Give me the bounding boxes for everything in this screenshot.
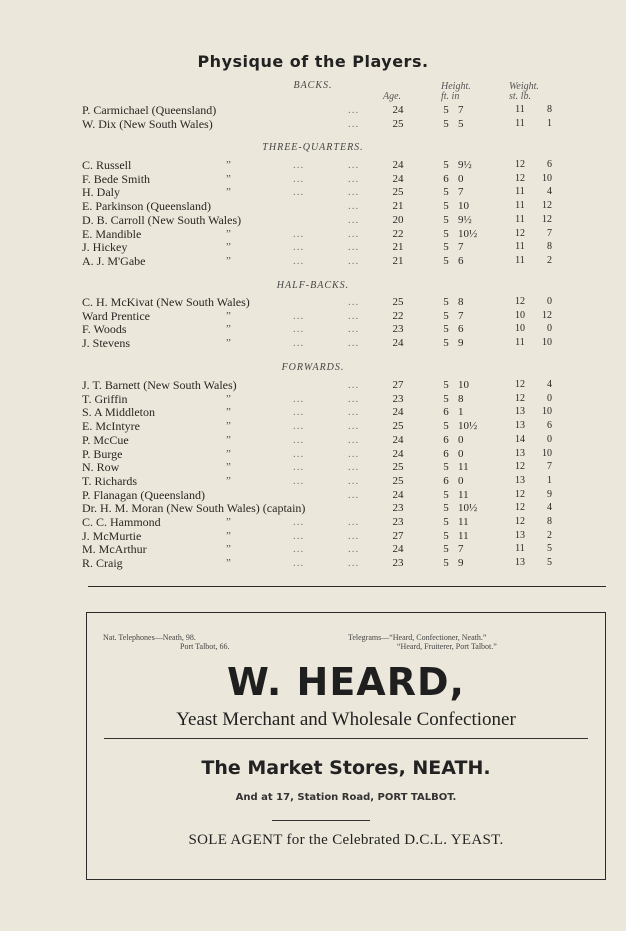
weight-pounds: 6 [547,159,552,170]
player-name: T. Richards [82,473,138,488]
leader-dots: ... [348,557,360,570]
player-age: 23 [392,557,404,570]
height-feet: 5 [443,461,449,474]
ditto-mark: ” [226,337,231,350]
player-row [0,158,626,172]
weight-pounds: 6 [547,420,552,432]
player-age: 20 [392,213,404,226]
leader-dots: ... [293,516,305,528]
leader-dots: ... [293,461,305,474]
leader-dots: ... [348,337,360,350]
weight-pounds: 5 [547,543,552,555]
player-age: 25 [392,461,404,474]
player-row [0,556,626,570]
player-row [0,103,626,117]
player-row [0,460,626,474]
weight-stone: 11 [515,104,525,115]
leader-dots: ... [348,433,360,446]
player-name: T. Griffin [82,391,128,406]
player-row [0,447,626,461]
player-age: 25 [392,117,404,130]
ditto-mark: ” [226,543,231,556]
player-row [0,309,626,323]
player-name: M. McArthur [82,542,147,557]
weight-pounds: 10 [542,447,552,459]
player-age: 21 [392,200,404,213]
height-feet: 5 [443,186,449,199]
player-age: 24 [392,447,404,460]
height-feet: 5 [443,227,449,240]
leader-dots: ... [293,420,305,433]
leader-dots: ... [348,406,360,419]
player-age: 25 [392,474,404,487]
weight-stone: 10 [515,309,525,321]
height-inches: 10 [458,200,469,213]
player-name: P. Burge [82,446,123,461]
leader-dots: ... [348,488,360,501]
height-feet: 6 [443,172,449,185]
weight-units-heading: st. lb. [509,91,531,102]
weight-pounds: 1 [547,117,552,129]
weight-stone: 11 [515,254,525,266]
height-feet: 5 [443,254,449,267]
telephones-line-1: Nat. Telephones—Neath, 98. [103,633,196,642]
player-age: 27 [392,529,404,542]
leader-dots: ... [348,529,360,542]
weight-pounds: 8 [547,104,552,115]
leader-dots: ... [348,186,360,199]
player-age: 23 [392,392,404,405]
height-inches: 0 [458,447,464,460]
leader-dots: ... [348,474,360,487]
weight-pounds: 10 [542,337,552,349]
player-row [0,392,626,406]
leader-dots: ... [348,543,360,556]
player-name: W. Dix (New South Wales) [82,116,213,131]
player-age: 27 [392,379,404,391]
height-inches: 0 [458,433,464,446]
height-inches: 11 [458,529,469,542]
height-feet: 5 [443,420,449,433]
telephones-line-2: Port Talbot, 66. [180,642,230,651]
weight-stone: 11 [515,241,525,253]
advert-rule-upper [104,738,588,739]
height-inches: 9½ [458,213,472,226]
height-feet: 5 [443,557,449,570]
advert-rule-short [272,820,370,821]
weight-stone: 13 [515,557,525,569]
height-feet: 5 [443,241,449,254]
leader-dots: ... [293,186,305,199]
leader-dots: ... [293,406,305,419]
player-name: A. J. M'Gabe [82,253,146,268]
weight-stone: 10 [515,323,525,335]
height-feet: 5 [443,213,449,226]
height-inches: 9½ [458,159,472,171]
ditto-mark: ” [226,186,231,199]
height-inches: 10 [458,379,469,391]
player-age: 24 [392,406,404,419]
height-feet: 5 [443,502,449,515]
height-inches: 7 [458,186,464,199]
weight-stone: 12 [515,172,525,184]
height-inches: 10½ [458,420,478,433]
leader-dots: ... [348,200,360,213]
weight-stone: 11 [515,186,525,198]
player-name: Ward Prentice [82,308,151,323]
weight-pounds: 9 [547,488,552,500]
player-age: 24 [392,159,404,171]
leader-dots: ... [293,172,305,185]
weight-stone: 12 [515,379,525,390]
weight-stone: 13 [515,406,525,418]
advertiser-name: W. HEARD, [227,660,465,704]
leader-dots: ... [293,241,305,254]
height-column-heading: Height. [441,81,471,92]
leader-dots: ... [293,323,305,336]
height-feet: 5 [443,516,449,528]
age-column-heading: Age. [383,91,402,102]
weight-stone: 13 [515,529,525,541]
weight-pounds: 2 [547,254,552,266]
ditto-mark: ” [226,461,231,474]
player-name: J. Stevens [82,336,130,351]
player-row [0,295,626,309]
weight-stone: 11 [515,200,525,212]
leader-dots: ... [293,392,305,405]
leader-dots: ... [348,323,360,336]
leader-dots: ... [348,227,360,240]
player-row [0,336,626,350]
ditto-mark: ” [226,392,231,405]
player-name: C. Russell [82,158,132,172]
weight-pounds: 2 [547,529,552,541]
weight-pounds: 12 [542,213,552,225]
table-bottom-rule [88,586,606,587]
player-name: H. Daly [82,185,120,200]
player-age: 23 [392,516,404,528]
weight-stone: 13 [515,420,525,432]
player-name: P. Carmichael (Queensland) [82,103,217,117]
player-age: 23 [392,502,404,515]
weight-stone: 13 [515,447,525,459]
ditto-mark: ” [226,447,231,460]
height-feet: 5 [443,543,449,556]
leader-dots: ... [348,241,360,254]
leader-dots: ... [293,529,305,542]
player-name: C. H. McKivat (New South Wales) [82,295,250,309]
height-feet: 5 [443,488,449,501]
player-age: 24 [392,488,404,501]
leader-dots: ... [293,447,305,460]
height-inches: 10½ [458,227,478,240]
player-name: P. Flanagan (Queensland) [82,487,205,502]
height-feet: 5 [443,296,449,308]
weight-stone: 11 [515,337,525,349]
leader-dots: ... [348,296,360,308]
ditto-mark: ” [226,516,231,528]
weight-stone: 11 [515,213,525,225]
page-title: Physique of the Players. [197,52,429,71]
player-name: Dr. H. M. Moran (New South Wales) (captain) [82,501,306,516]
section-heading: THREE-QUARTERS. [262,142,364,153]
ditto-mark: ” [226,309,231,322]
player-row [0,322,626,336]
height-inches: 8 [458,296,464,308]
weight-pounds: 1 [547,474,552,486]
section-heading: BACKS. [293,80,333,91]
height-inches: 9 [458,337,464,350]
leader-dots: ... [348,420,360,433]
player-row [0,117,626,131]
player-row [0,542,626,556]
weight-column-heading: Weight. [509,81,539,92]
height-feet: 5 [443,309,449,322]
height-inches: 11 [458,461,469,474]
weight-pounds: 10 [542,172,552,184]
player-age: 24 [392,104,404,116]
height-feet: 6 [443,406,449,419]
weight-stone: 12 [515,227,525,239]
section-heading: HALF-BACKS. [276,280,350,291]
advertiser-trade: Yeast Merchant and Wholesale Confectioner [176,709,516,730]
player-age: 24 [392,172,404,185]
weight-stone: 12 [515,502,525,514]
player-age: 22 [392,227,404,240]
leader-dots: ... [348,254,360,267]
height-feet: 6 [443,433,449,446]
player-row [0,172,626,186]
player-age: 22 [392,309,404,322]
weight-stone: 12 [515,159,525,170]
player-row [0,254,626,268]
leader-dots: ... [348,447,360,460]
leader-dots: ... [293,557,305,570]
player-row [0,227,626,241]
player-age: 25 [392,420,404,433]
leader-dots: ... [348,516,360,528]
player-row [0,185,626,199]
height-inches: 7 [458,241,464,254]
weight-stone: 12 [515,516,525,527]
weight-pounds: 0 [547,392,552,404]
player-row [0,529,626,543]
player-age: 21 [392,241,404,254]
weight-stone: 12 [515,461,525,473]
player-row [0,474,626,488]
leader-dots: ... [348,309,360,322]
player-name: F. Bede Smith [82,171,151,186]
ditto-mark: ” [226,254,231,267]
height-inches: 0 [458,172,464,185]
ditto-mark: ” [226,420,231,433]
height-inches: 11 [458,488,469,501]
weight-pounds: 7 [547,461,552,473]
ditto-mark: ” [226,433,231,446]
player-age: 24 [392,433,404,446]
weight-stone: 14 [515,433,525,445]
player-row [0,240,626,254]
height-feet: 5 [443,337,449,350]
leader-dots: ... [293,474,305,487]
weight-stone: 13 [515,474,525,486]
player-name: C. C. Hammond [82,515,161,529]
ditto-mark: ” [226,172,231,185]
player-name: E. Parkinson (Queensland) [82,199,211,214]
advertiser-premises: The Market Stores, NEATH. [201,757,491,779]
weight-pounds: 10 [542,406,552,418]
weight-stone: 11 [515,543,525,555]
height-feet: 6 [443,447,449,460]
leader-dots: ... [293,433,305,446]
height-feet: 5 [443,529,449,542]
height-feet: 5 [443,379,449,391]
height-inches: 10½ [458,502,478,515]
telegrams-line-1: Telegrams—“Heard, Confectioner, Neath.” [348,633,487,642]
ditto-mark: ” [226,159,231,171]
height-inches: 8 [458,392,464,405]
height-inches: 9 [458,557,464,570]
height-inches: 0 [458,474,464,487]
weight-pounds: 5 [547,557,552,569]
player-row [0,213,626,227]
weight-pounds: 0 [547,296,552,307]
weight-stone: 11 [515,117,525,129]
weight-pounds: 7 [547,227,552,239]
leader-dots: ... [293,337,305,350]
player-name: D. B. Carroll (New South Wales) [82,212,242,227]
weight-stone: 12 [515,392,525,404]
player-name: J. T. Barnett (New South Wales) [82,378,237,392]
leader-dots: ... [348,159,360,171]
player-name: F. Woods [82,322,127,337]
section-heading: FORWARDS. [281,362,345,373]
weight-stone: 12 [515,296,525,307]
player-row [0,405,626,419]
weight-pounds: 12 [542,200,552,212]
player-name: E. Mandible [82,226,142,241]
height-units-heading: ft. in [441,91,460,102]
player-name: J. McMurtie [82,528,142,543]
height-inches: 11 [458,516,469,528]
ditto-mark: ” [226,323,231,336]
ditto-mark: ” [226,529,231,542]
leader-dots: ... [293,227,305,240]
weight-pounds: 12 [542,309,552,321]
ditto-mark: ” [226,227,231,240]
height-feet: 5 [443,104,449,116]
player-age: 24 [392,337,404,350]
leader-dots: ... [348,104,360,116]
player-row [0,515,626,529]
height-inches: 5 [458,117,464,130]
ditto-mark: ” [226,474,231,487]
player-name: J. Hickey [82,240,128,255]
leader-dots: ... [348,172,360,185]
player-name: P. McCue [82,432,129,447]
player-age: 24 [392,543,404,556]
player-age: 25 [392,296,404,308]
weight-pounds: 0 [547,433,552,445]
height-inches: 7 [458,309,464,322]
player-row [0,199,626,213]
telegrams-line-2: “Heard, Fruiterer, Port Talbot.” [397,642,497,651]
height-inches: 6 [458,323,464,336]
player-name: S. A Middleton [82,405,156,420]
weight-pounds: 4 [547,379,552,390]
sole-agent-line: SOLE AGENT for the Celebrated D.C.L. YEAST. [188,832,504,848]
leader-dots: ... [293,254,305,267]
height-inches: 1 [458,406,464,419]
weight-pounds: 4 [547,186,552,198]
ditto-mark: ” [226,406,231,419]
height-feet: 5 [443,392,449,405]
ditto-mark: ” [226,241,231,254]
player-name: R. Craig [82,556,123,571]
player-row [0,433,626,447]
player-row [0,501,626,515]
player-row [0,378,626,392]
leader-dots: ... [348,392,360,405]
height-inches: 7 [458,543,464,556]
player-row [0,488,626,502]
leader-dots: ... [348,461,360,474]
weight-pounds: 0 [547,323,552,335]
player-age: 25 [392,186,404,199]
player-name: N. Row [82,460,120,475]
height-inches: 7 [458,104,464,116]
height-feet: 5 [443,159,449,171]
height-feet: 5 [443,117,449,130]
weight-pounds: 8 [547,516,552,527]
player-row [0,419,626,433]
weight-pounds: 4 [547,502,552,514]
height-inches: 6 [458,254,464,267]
height-feet: 5 [443,323,449,336]
weight-pounds: 8 [547,241,552,253]
player-name: E. McIntyre [82,419,140,434]
player-age: 21 [392,254,404,267]
leader-dots: ... [348,117,360,130]
height-feet: 5 [443,200,449,213]
leader-dots: ... [293,543,305,556]
leader-dots: ... [293,309,305,322]
leader-dots: ... [348,213,360,226]
player-age: 23 [392,323,404,336]
leader-dots: ... [348,379,360,391]
height-feet: 6 [443,474,449,487]
advertiser-branch: And at 17, Station Road, PORT TALBOT. [235,792,457,803]
leader-dots: ... [293,159,305,171]
weight-stone: 12 [515,488,525,500]
ditto-mark: ” [226,557,231,570]
